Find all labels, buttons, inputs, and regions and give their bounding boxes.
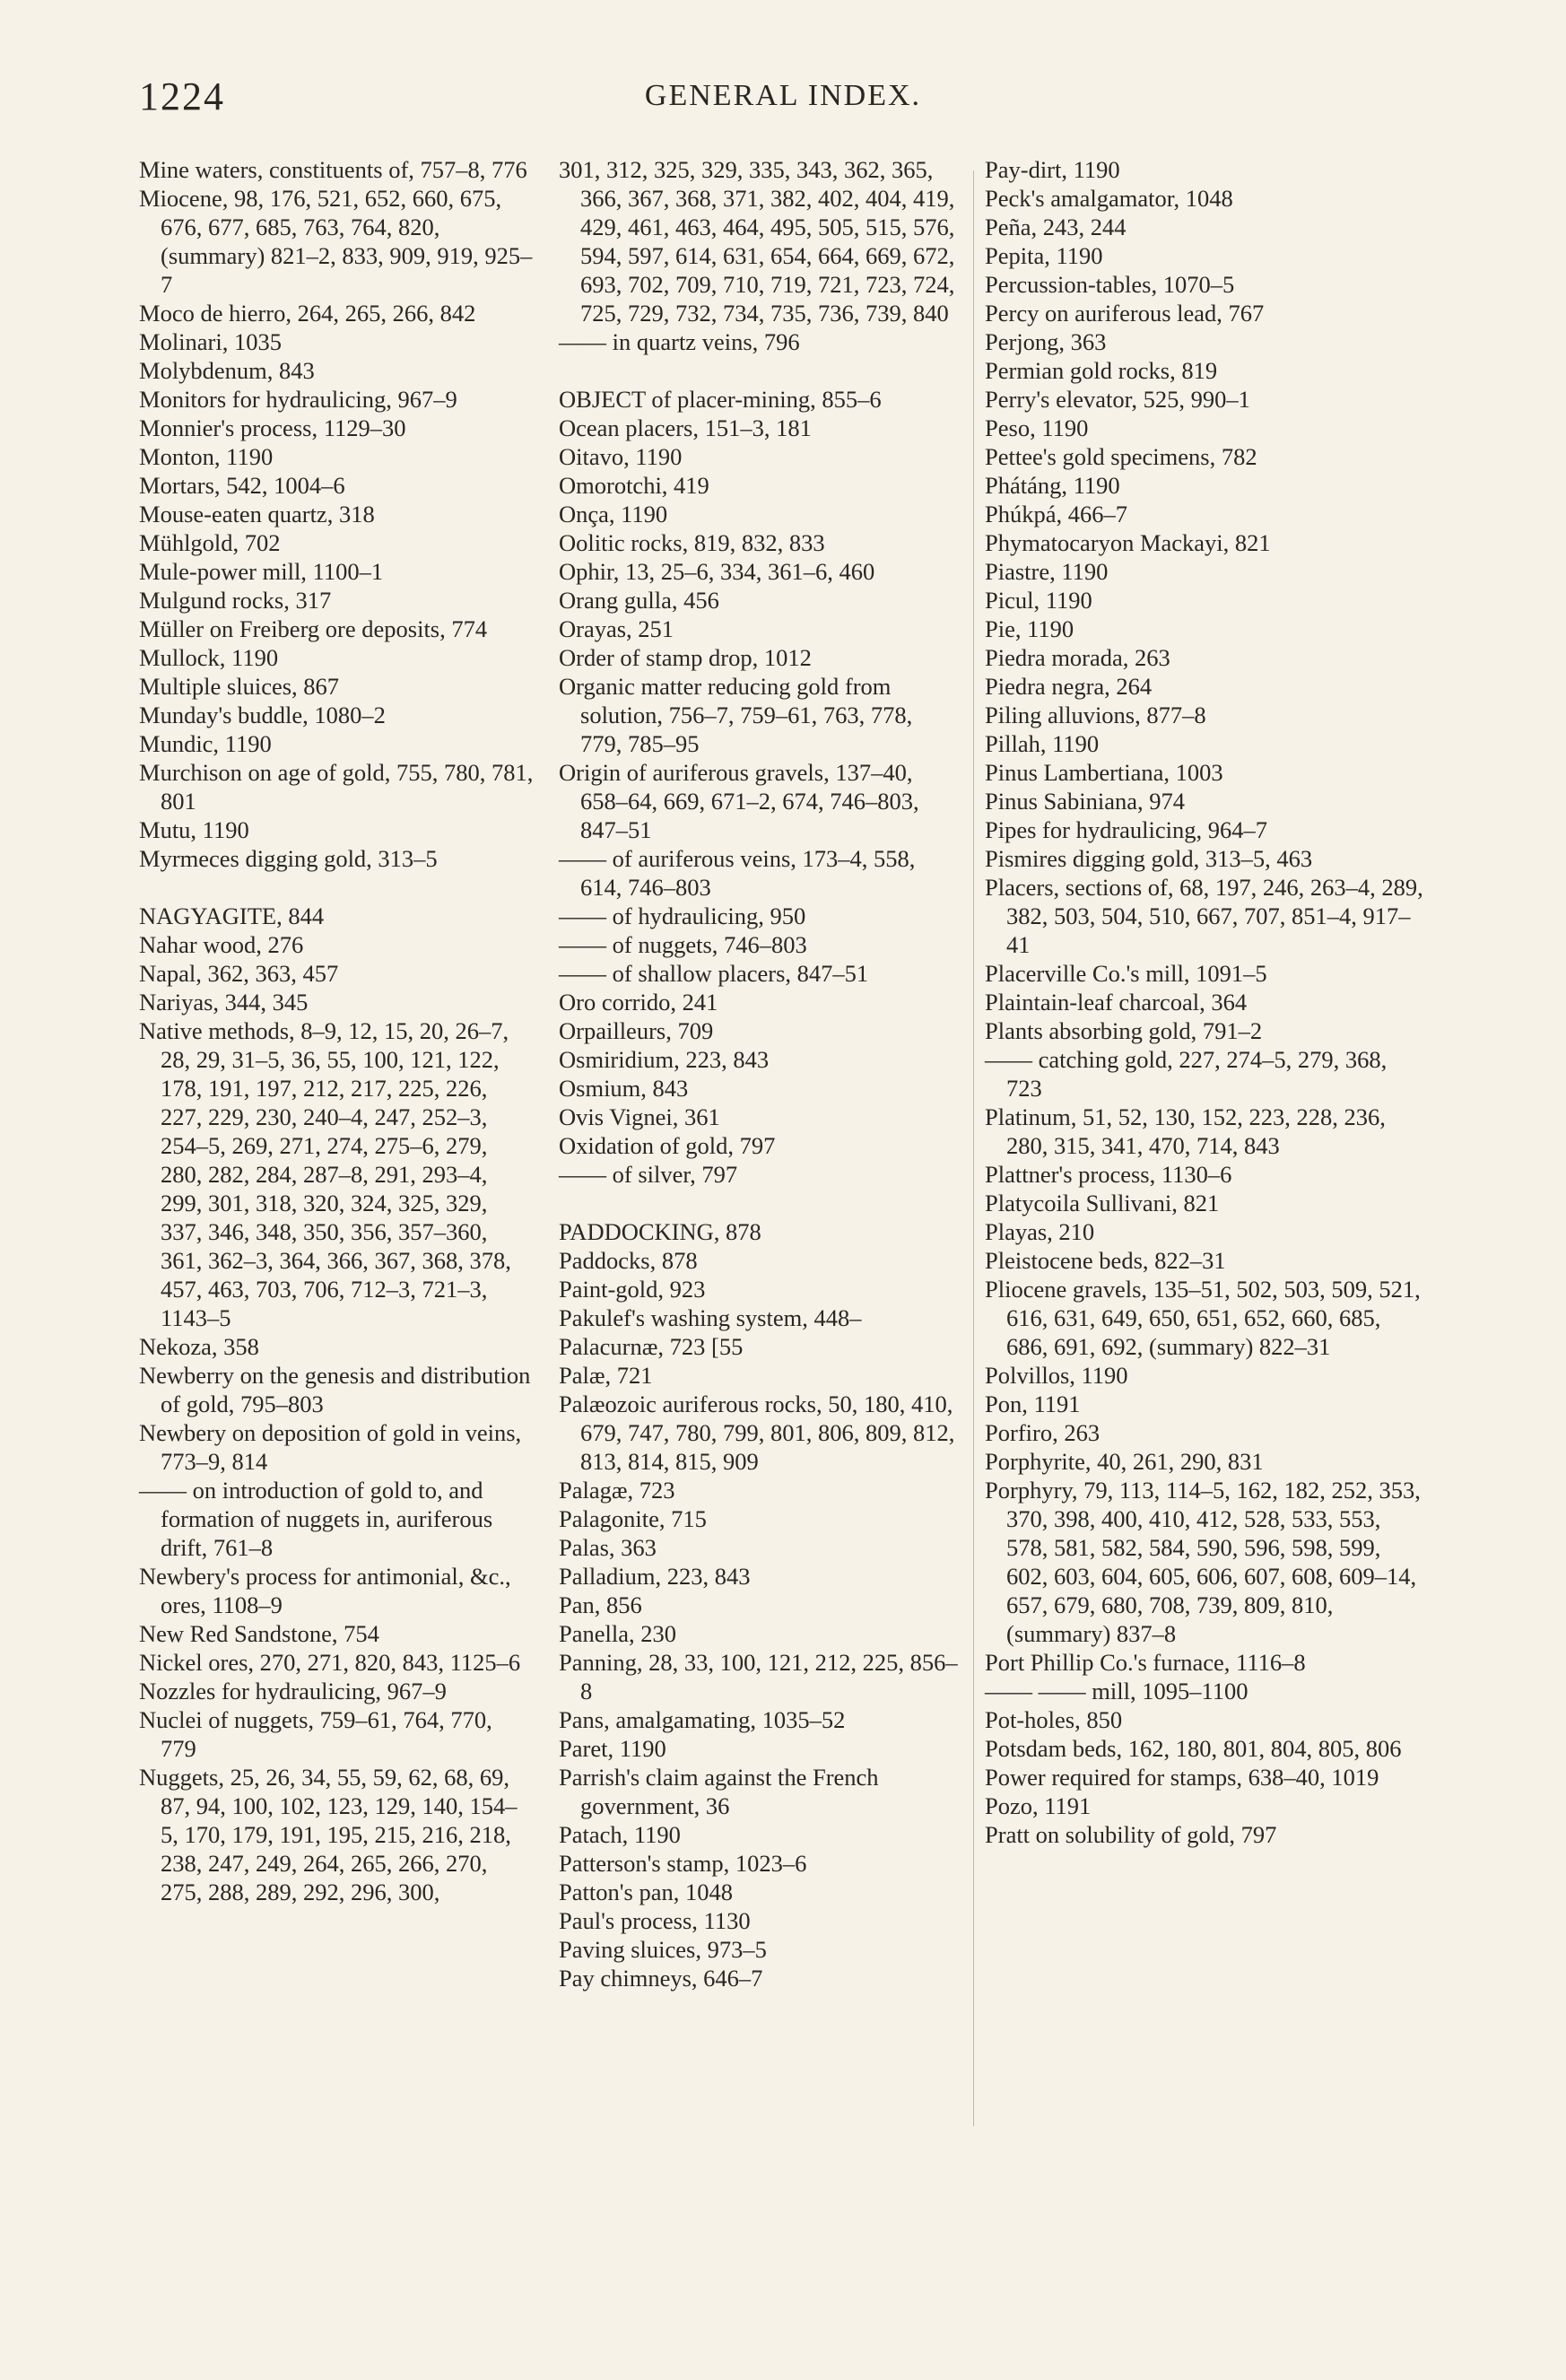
index-entry: Phymatocaryon Mackayi, 821 [985,529,1271,556]
index-entry: Monitors for hydraulicing, 967–9 [139,386,457,413]
index-entry: Port Phillip Co.'s furnace, 1116–8 [985,1649,1306,1676]
index-entry: Pinus Lambertiana, 1003 [985,759,1223,786]
index-entry: Nekoza, 358 [139,1333,259,1360]
index-entry: Pan, 856 [559,1591,642,1618]
index-entry: Polvillos, 1190 [985,1362,1128,1389]
index-entry: —— of auriferous veins, 173–4, 558, 614, 746–803 [559,845,916,901]
index-entry: Pot-holes, 850 [985,1706,1123,1733]
index-entry: Mouse-eaten quartz, 318 [139,501,375,527]
index-entry: Oro corrido, 241 [559,989,718,1016]
index-entry: Munday's buddle, 1080–2 [139,702,386,728]
page-number: 1224 [139,74,225,118]
index-entry: Placerville Co.'s mill, 1091–5 [985,960,1267,987]
index-entry: Phúkpá, 466–7 [985,501,1127,527]
index-entry: Moco de hierro, 264, 265, 266, 842 [139,300,476,327]
index-entry: Mine waters, constituents of, 757–8, 776 [139,156,527,183]
index-entry: Nozzles for hydraulicing, 967–9 [139,1678,447,1704]
index-entry: Newbery's process for antimonial, &c., ores, 1108–9 [139,1563,511,1618]
index-entry: Phátáng, 1190 [985,472,1120,499]
index-entry: Porphyry, 79, 113, 114–5, 162, 182, 252, 353, 370, 398, 400, 410, 412, 528, 533, 553, 578, 581, 582, 584, 590, 596, 598, 599, 602, 603, 604, 605, 606, 607, 608, 609–14, 657, 679, 680, 708, 739, 809, 810, (summary) 837–8 [985,1477,1421,1647]
index-entry: Peña, 243, 244 [985,214,1127,240]
index-entry: Pliocene gravels, 135–51, 502, 503, 509, 521, 616, 631, 649, 650, 651, 652, 660, 685, 686, 691, 692, (summary) 822–31 [985,1276,1421,1360]
index-entry: —— on introduction of gold to, and formation of nuggets in, auriferous drift, 761–8 [139,1477,493,1561]
index-entry: Plaintain-leaf charcoal, 364 [985,989,1248,1016]
index-entry: New Red Sandstone, 754 [139,1620,379,1647]
index-entry: —— in quartz veins, 796 [559,328,800,355]
index-entry: Paving sluices, 973–5 [559,1936,767,1963]
index-entry: Palæ, 721 [559,1362,653,1389]
index-entry: Nuclei of nuggets, 759–61, 764, 770, 779 [139,1706,492,1762]
index-entry: Oitavo, 1190 [559,443,683,470]
index-entry: Molinari, 1035 [139,328,282,355]
index-entry: Mortars, 542, 1004–6 [139,472,345,499]
index-entry: Pakulef's washing system, 448– [559,1304,862,1331]
index-entry: Newberry on the genesis and distribution of gold, 795–803 [139,1362,531,1417]
index-entry: Peso, 1190 [985,414,1089,441]
index-entry: Mulgund rocks, 317 [139,587,332,614]
index-entry: Nuggets, 25, 26, 34, 55, 59, 62, 68, 69, 87, 94, 100, 102, 123, 129, 140, 154–5, 170, 179, 191, 195, 215, 216, 218, 238, 247, 249, 264, 265, 266, 270, 275, 288, 289, 292, 296, 300, [139,1764,518,1905]
index-entry: —— —— mill, 1095–1100 [985,1678,1248,1704]
index-entry: Müller on Freiberg ore deposits, 774 [139,615,488,642]
index-column-1 [139,155,534,1906]
index-entry: Orayas, 251 [559,615,674,642]
index-entry: Pillah, 1190 [985,730,1100,757]
index-entry: Ocean placers, 151–3, 181 [559,414,812,441]
index-entry: Power required for stamps, 638–40, 1019 [985,1764,1379,1791]
index-entry: Omorotchi, 419 [559,472,709,499]
index-entry: Origin of auriferous gravels, 137–40, 658–64, 669, 671–2, 674, 746–803, 847–51 [559,759,919,843]
index-entry: Piedra morada, 263 [985,644,1170,671]
index-entry: Myrmeces digging gold, 313–5 [139,845,438,872]
index-entry: —— of silver, 797 [559,1161,738,1188]
index-entry: Patton's pan, 1048 [559,1879,733,1905]
index-column-3 [985,155,1426,1849]
index-entry: Mühlgold, 702 [139,529,281,556]
index-entry: Napal, 362, 363, 457 [139,960,339,987]
index-entry: Paul's process, 1130 [559,1907,751,1934]
index-column-2 [559,155,960,1992]
index-entry: Paret, 1190 [559,1735,666,1762]
index-entry: Pleistocene beds, 822–31 [985,1247,1226,1274]
index-entry: Murchison on age of gold, 755, 780, 781, 801 [139,759,534,815]
index-entry: Potsdam beds, 162, 180, 801, 804, 805, 806 [985,1735,1402,1762]
index-entry: Panella, 230 [559,1620,676,1647]
index-entry: Pon, 1191 [985,1391,1081,1417]
running-title: GENERAL INDEX. [644,79,922,112]
index-entry: Palacurnæ, 723 [55 [559,1333,744,1360]
index-entry: Pismires digging gold, 313–5, 463 [985,845,1313,872]
index-entry: Nickel ores, 270, 271, 820, 843, 1125–6 [139,1649,521,1676]
index-entry: 301, 312, 325, 329, 335, 343, 362, 365, 366, 367, 368, 371, 382, 402, 404, 419, 429, 461, 463, 464, 495, 505, 515, 576, 594, 597, 614, 631, 654, 664, 669, 672, 693, 702, 709, 710, 719, 721, 723, 724, 725, 729, 732, 734, 735, 736, 739, 840 [559,156,955,327]
index-entry: Picul, 1190 [985,587,1092,614]
index-entry: Nariyas, 344, 345 [139,989,309,1016]
index-entry: Ophir, 13, 25–6, 334, 361–6, 460 [559,558,875,585]
index-entry: Nahar wood, 276 [139,931,304,958]
index-entry: Paint-gold, 923 [559,1276,706,1303]
index-entry: Playas, 210 [985,1218,1095,1245]
index-entry: Pinus Sabiniana, 974 [985,788,1186,815]
index-entry: Osmiridium, 223, 843 [559,1046,770,1073]
index-entry: Miocene, 98, 176, 521, 652, 660, 675, 676, 677, 685, 763, 764, 820, (summary) 821–2, 833, 909, 919, 925–7 [139,185,533,298]
index-entry: —— of shallow placers, 847–51 [559,960,869,987]
column-divider [973,170,974,2126]
index-entry: Panning, 28, 33, 100, 121, 212, 225, 856–8 [559,1649,958,1704]
index-entry: OBJECT of placer-mining, 855–6 [559,386,882,413]
index-entry: Order of stamp drop, 1012 [559,644,812,671]
index-entry: Organic matter reducing gold from solution, 756–7, 759–61, 763, 778, 779, 785–95 [559,673,913,757]
index-entry: Percussion-tables, 1070–5 [985,271,1235,298]
index-entry: Palæozoic auriferous rocks, 50, 180, 410, 679, 747, 780, 799, 801, 806, 809, 812, 813, 814, 815, 909 [559,1391,955,1475]
index-entry: —— catching gold, 227, 274–5, 279, 368, 723 [985,1046,1388,1102]
index-entry: PADDOCKING, 878 [559,1218,761,1245]
index-entry: —— of hydraulicing, 950 [559,902,806,929]
index-entry: Platinum, 51, 52, 130, 152, 223, 228, 236, 280, 315, 341, 470, 714, 843 [985,1103,1386,1159]
index-entry: Platycoila Sullivani, 821 [985,1190,1220,1216]
index-entry: NAGYAGITE, 844 [139,902,325,929]
section-gap [559,356,960,385]
index-entry: Mullock, 1190 [139,644,279,671]
index-entry: Osmium, 843 [559,1075,689,1102]
index-entry: Palagonite, 715 [559,1505,707,1532]
section-gap [559,1189,960,1217]
index-entry: Pozo, 1191 [985,1792,1092,1819]
index-entry: Placers, sections of, 68, 197, 246, 263–4, 289, 382, 503, 504, 510, 667, 707, 851–4, 917–41 [985,874,1423,958]
index-entry: Orang gulla, 456 [559,587,719,614]
index-entry: Onça, 1190 [559,501,668,527]
index-entry: Ovis Vignei, 361 [559,1103,720,1130]
index-entry: Orpailleurs, 709 [559,1017,714,1044]
index-entry: Piedra negra, 264 [985,673,1153,700]
index-entry: Mutu, 1190 [139,816,249,843]
index-entry: Oxidation of gold, 797 [559,1132,776,1159]
index-entry: Monton, 1190 [139,443,274,470]
index-entry: Pans, amalgamating, 1035–52 [559,1706,846,1733]
index-entry: Peck's amalgamator, 1048 [985,185,1233,212]
index-entry: Perry's elevator, 525, 990–1 [985,386,1250,413]
index-entry: Patterson's stamp, 1023–6 [559,1850,807,1877]
index-entry: Palas, 363 [559,1534,657,1561]
index-entry: Plattner's process, 1130–6 [985,1161,1232,1188]
index-entry: Porfiro, 263 [985,1419,1101,1446]
index-entry: Pratt on solubility of gold, 797 [985,1821,1277,1848]
page-header [0,74,1566,127]
index-entry: Mule-power mill, 1100–1 [139,558,384,585]
index-entry: Patach, 1190 [559,1821,681,1848]
index-entry: Perjong, 363 [985,328,1107,355]
index-entry: —— of nuggets, 746–803 [559,931,807,958]
section-gap [139,873,534,902]
index-entry: Paddocks, 878 [559,1247,698,1274]
index-entry: Pettee's gold specimens, 782 [985,443,1257,470]
index-entry: Monnier's process, 1129–30 [139,414,406,441]
index-entry: Piastre, 1190 [985,558,1109,585]
index-entry: Permian gold rocks, 819 [985,357,1218,384]
index-entry: Pay-dirt, 1190 [985,156,1120,183]
index-entry: Pie, 1190 [985,615,1074,642]
index-entry: Palladium, 223, 843 [559,1563,751,1590]
index-entry: Porphyrite, 40, 261, 290, 831 [985,1448,1264,1475]
index-entry: Pay chimneys, 646–7 [559,1965,763,1992]
index-entry: Pepita, 1190 [985,242,1103,269]
index-entry: Percy on auriferous lead, 767 [985,300,1265,327]
index-entry: Piling alluvions, 877–8 [985,702,1206,728]
index-entry: Native methods, 8–9, 12, 15, 20, 26–7, 28, 29, 31–5, 36, 55, 100, 121, 122, 178, 191, 197, 212, 217, 225, 226, 227, 229, 230, 240–4, 247, 252–3, 254–5, 269, 271, 274, 275–6, 279, 280, 282, 284, 287–8, 291, 293–4, 299, 301, 318, 320, 324, 325, 329, 337, 346, 348, 350, 356, 357–360, 361, 362–3, 364, 366, 367, 368, 378, 457, 463, 703, 706, 712–3, 721–3, 1143–5 [139,1017,511,1331]
index-entry: Pipes for hydraulicing, 964–7 [985,816,1268,843]
index-entry: Palagæ, 723 [559,1477,675,1504]
index-entry: Molybdenum, 843 [139,357,315,384]
index-entry: Parrish's claim against the French government, 36 [559,1764,879,1819]
index-entry: Newbery on deposition of gold in veins, 773–9, 814 [139,1419,522,1475]
index-entry: Plants absorbing gold, 791–2 [985,1017,1263,1044]
index-entry: Oolitic rocks, 819, 832, 833 [559,529,825,556]
index-entry: Mundic, 1190 [139,730,272,757]
index-entry: Multiple sluices, 867 [139,673,340,700]
